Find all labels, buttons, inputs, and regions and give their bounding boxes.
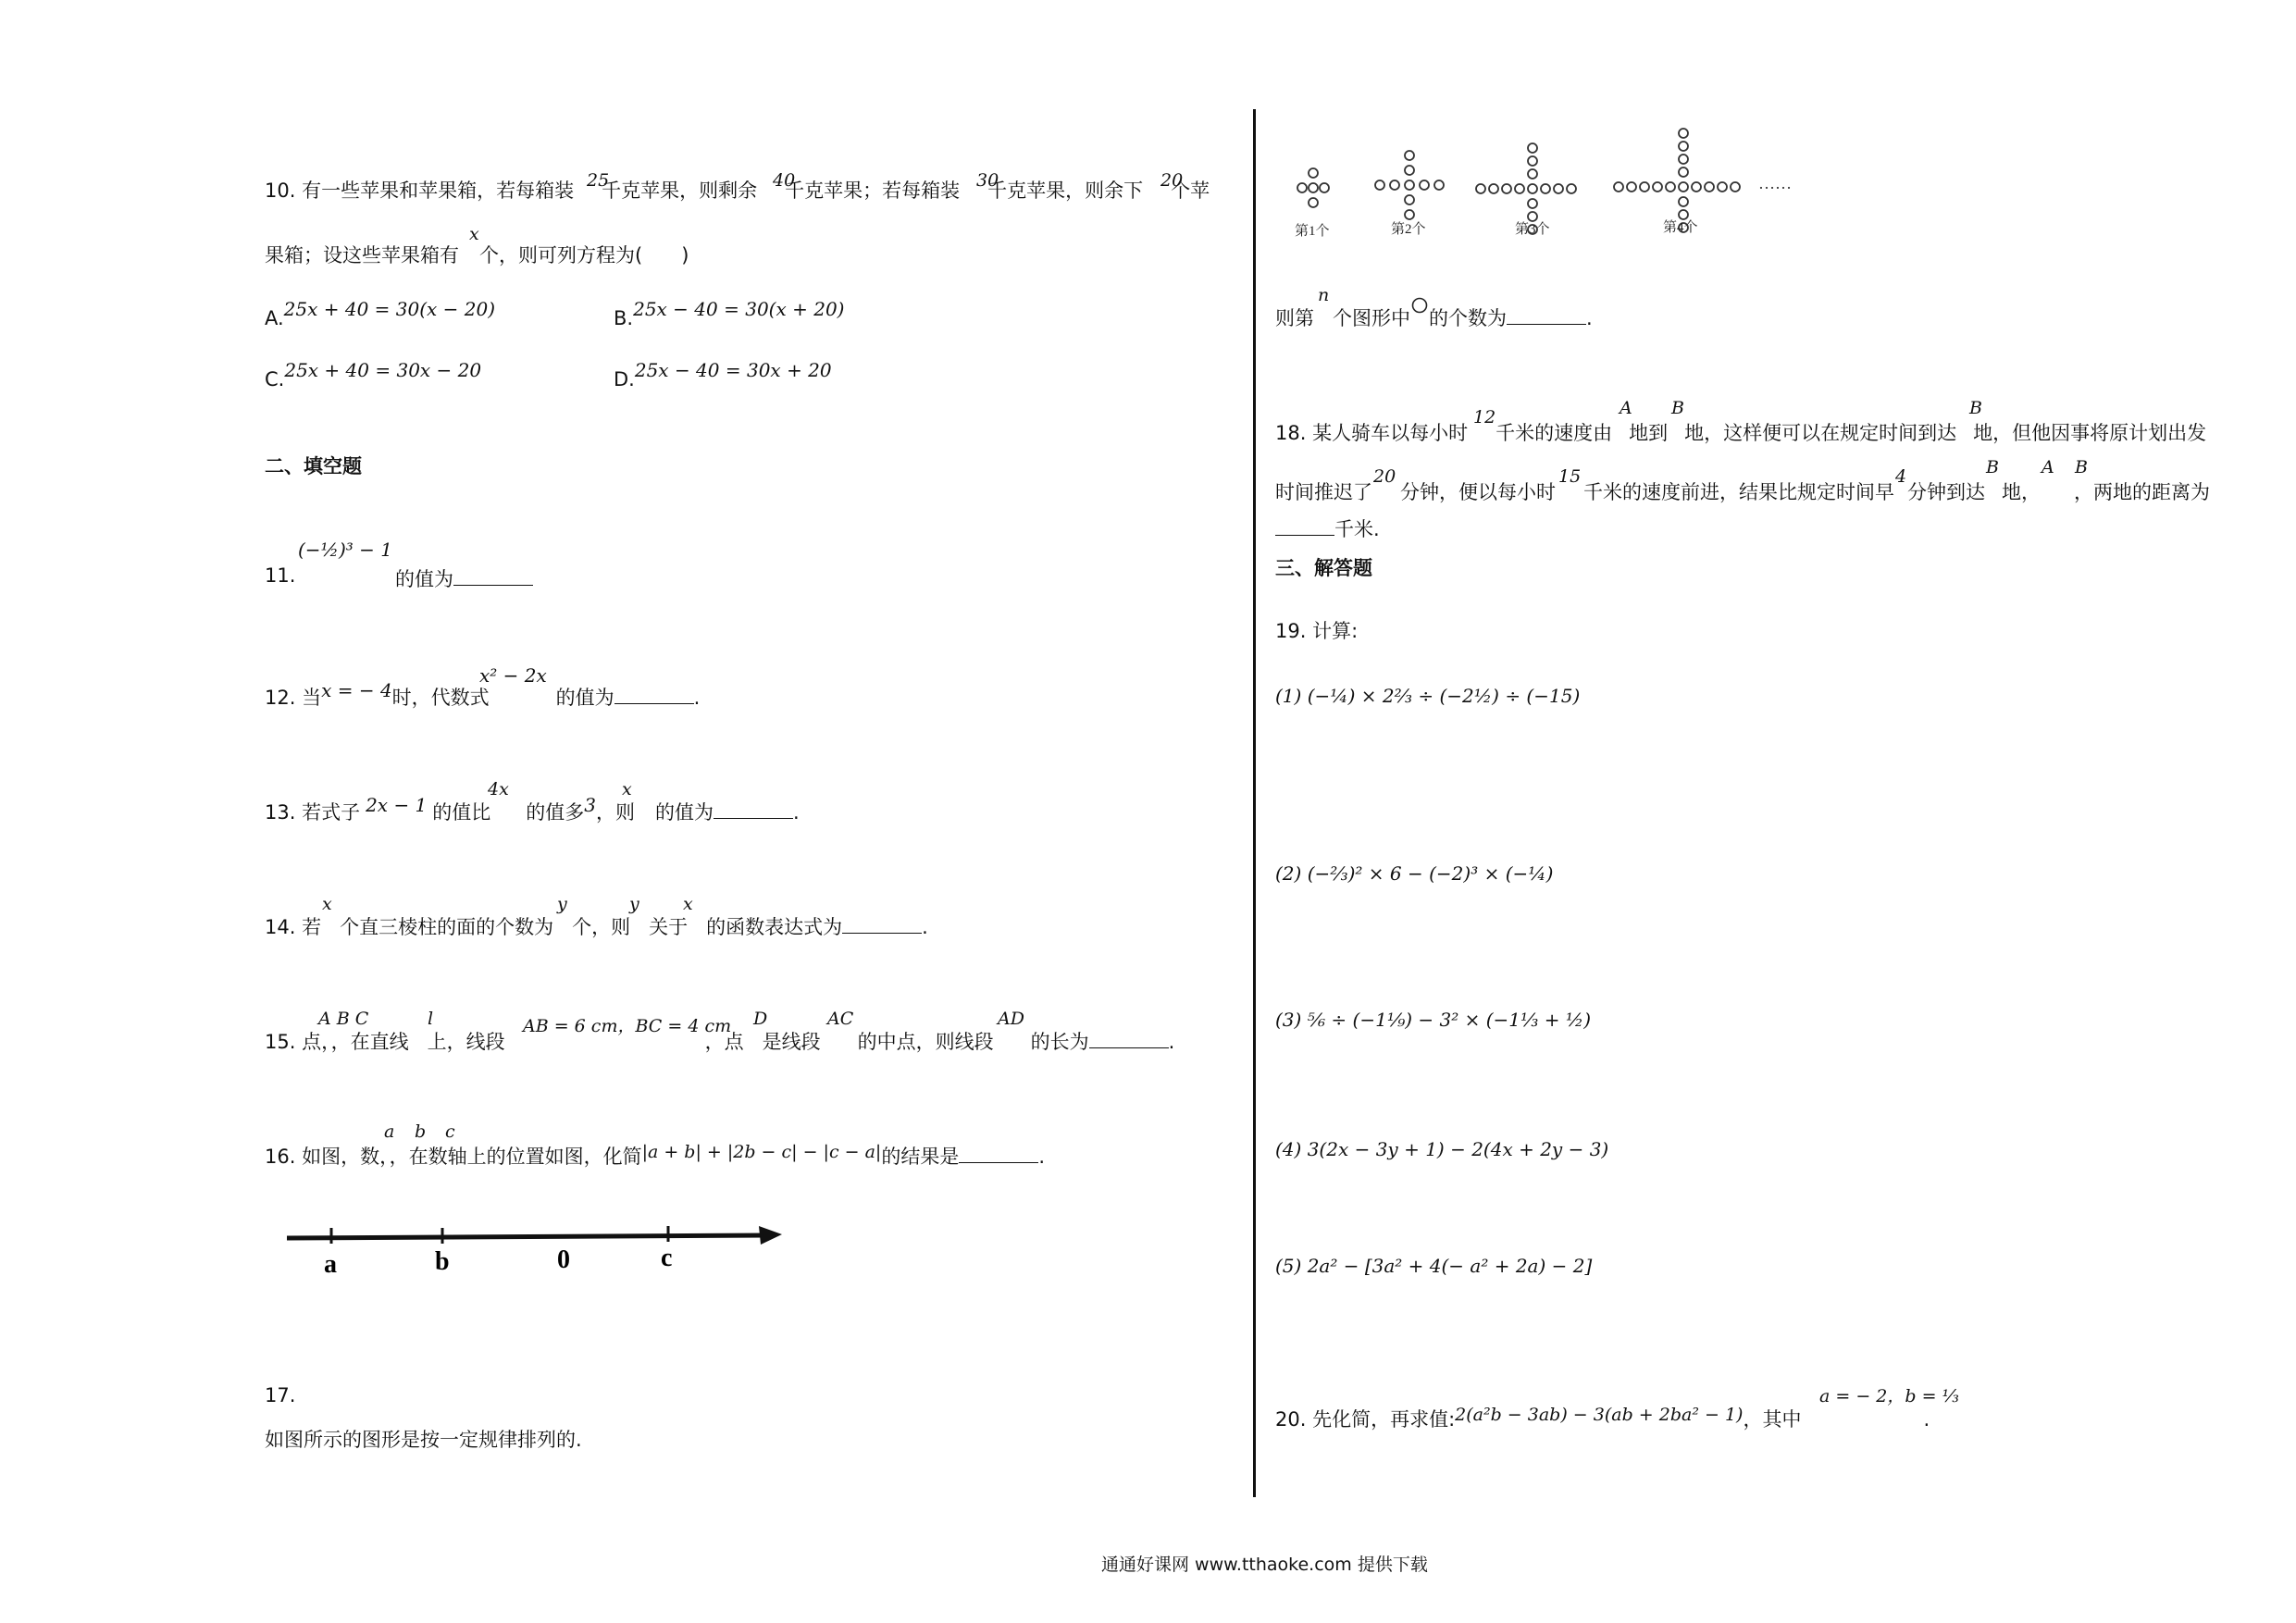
- q14-text: 关于: [649, 916, 689, 938]
- q19-part-2: (2) (−⅔)² × 6 − (−2)³ × (−¼): [1275, 862, 1554, 885]
- section-solve: 三、解答题: [1275, 557, 1372, 579]
- q16-text: ，，在数轴上的位置如图，化简: [379, 1146, 642, 1168]
- q18-text: 千米的速度前进，结果比规定时间早: [1583, 481, 1894, 503]
- q20-condition: a = − 2，b = ⅓: [1819, 1386, 1959, 1406]
- q18-text: 时间推迟了: [1275, 481, 1372, 503]
- q17-text: 的个数为: [1429, 307, 1507, 329]
- q11-tail: [395, 564, 533, 592]
- q17-text: 如图所示的图形是按一定规律排列的.: [265, 1429, 582, 1451]
- q16-expression: |a + b| + |2b − c| − |c − a|: [641, 1142, 882, 1162]
- q18-text: 千米.: [1334, 518, 1380, 540]
- q15-var-ad: AD: [998, 1009, 1024, 1029]
- number-line-arrow: [759, 1226, 782, 1245]
- q10-text: 10. 有一些苹果和苹果箱，若每箱装: [265, 180, 575, 202]
- pattern-4: [1614, 129, 1740, 232]
- q17-text: 个图形中: [1333, 307, 1410, 329]
- q19-part-5: (5) 2a² − [3a² + 4(− a² + 2a) − 2]: [1275, 1255, 1593, 1277]
- q12-text: 12. 当: [265, 687, 322, 709]
- q20-text: 20. 先化简，再求值:: [1275, 1408, 1456, 1431]
- answer-blank[interactable]: [714, 801, 793, 819]
- q19-title: 19. 计算:: [1275, 620, 1359, 642]
- option-label: C.: [265, 368, 285, 390]
- q18-num-15: 15: [1558, 466, 1582, 487]
- option-equation: 25x − 40 = 30(x + 20): [633, 298, 845, 320]
- q13-var-x: x: [622, 779, 632, 799]
- pattern-ellipsis: ……: [1758, 174, 1792, 192]
- q20-text: ，其中: [1743, 1408, 1802, 1431]
- q10-num-40: 40: [773, 170, 796, 191]
- answer-blank[interactable]: [453, 568, 533, 586]
- q19-part-1: (1) (−¼) × 2⅔ ÷ (−2½) ÷ (−15): [1275, 685, 1581, 707]
- answer-blank[interactable]: [1507, 307, 1586, 325]
- q10-text: 果箱；设这些苹果箱有: [265, 244, 459, 266]
- q18-text: 分钟到达: [1907, 481, 1985, 503]
- q18-var-b3: B: [1986, 457, 1999, 477]
- q18-var-b2: B: [1969, 398, 1982, 418]
- q15-var-l: l: [428, 1009, 434, 1029]
- q10-num-25: 25: [587, 170, 610, 191]
- answer-blank[interactable]: [1089, 1031, 1169, 1048]
- q20-text: .: [1923, 1408, 1930, 1431]
- option-label: B.: [614, 307, 634, 329]
- q13-text: 的值为: [655, 801, 714, 824]
- answer-blank[interactable]: [959, 1146, 1038, 1163]
- q10-text: 千克苹果，则剩余: [602, 180, 758, 202]
- q10-num-20: 20: [1160, 170, 1184, 191]
- q18-text: 地到: [1629, 422, 1669, 444]
- q15-text: 上，线段: [427, 1031, 505, 1053]
- q16-text: .: [1038, 1146, 1046, 1168]
- q18-text: 18. 某人骑车以每小时: [1275, 422, 1469, 444]
- q15-text: .: [1168, 1031, 1175, 1053]
- q13-number: 3: [584, 794, 597, 816]
- q15-text: 的长为: [1030, 1031, 1089, 1053]
- option-label: D.: [614, 368, 635, 390]
- q10-num-30: 30: [976, 170, 999, 191]
- answer-blank[interactable]: [614, 687, 694, 704]
- number-line-figure: [278, 1212, 796, 1305]
- q12-expression: x² − 2x: [479, 664, 547, 687]
- answer-blank[interactable]: [1275, 518, 1334, 536]
- circle-icon: [1410, 296, 1429, 315]
- q18-var-b: B: [1671, 398, 1684, 418]
- q18-num-20: 20: [1373, 466, 1396, 487]
- section-fill-in: 二、填空题: [265, 455, 362, 477]
- option-equation: 25x + 40 = 30(x − 20): [283, 298, 496, 320]
- q10-text: 个苹: [1171, 180, 1210, 202]
- q15-var-ac: AC: [827, 1009, 854, 1029]
- q13: [265, 794, 800, 825]
- q12-text: .: [693, 687, 701, 709]
- q18-var-b4: B: [2075, 457, 2088, 477]
- q18-var-a: A: [1620, 398, 1632, 418]
- q20-expression: 2(a²b − 3ab) − 3(ab + 2ba² − 1): [1455, 1405, 1744, 1425]
- q13-text: 的值比: [432, 801, 491, 824]
- option-label: A.: [265, 307, 284, 329]
- pattern-label-3: 第3个: [1515, 222, 1550, 237]
- q15-text: 的中点，则线段: [857, 1031, 994, 1053]
- pattern-label-4: 第4个: [1663, 220, 1698, 235]
- option-equation: 25x − 40 = 30x + 20: [634, 359, 832, 381]
- q16-text: 16. 如图，数: [265, 1146, 380, 1168]
- q18-text: 地，这样便可以在规定时间到达: [1684, 422, 1957, 444]
- q16: [265, 1142, 1045, 1170]
- q14-text: .: [922, 916, 928, 938]
- q14-var-x2: x: [683, 894, 693, 914]
- number-line-axis: [287, 1235, 768, 1238]
- q19-part-3: (3) ⅚ ÷ (−1⅑) − 3² × (−1⅓ + ½): [1275, 1009, 1592, 1031]
- q17-pattern-figure: [1282, 120, 1809, 245]
- q12-text: 时，代数式: [391, 687, 490, 709]
- q17-text: .: [1586, 307, 1593, 329]
- page-footer: 通通好课网 www.tthaoke.com 提供下载: [1101, 1555, 1428, 1575]
- pattern-2: [1375, 151, 1444, 219]
- q16-var-b: b: [415, 1121, 427, 1142]
- q13-text: ，则: [596, 801, 636, 824]
- q12-condition: x = − 4: [321, 679, 392, 701]
- q10-var-x: x: [469, 224, 479, 244]
- q13-text: 13. 若式子: [265, 801, 361, 824]
- q14-var-y: y: [557, 894, 567, 914]
- q18-line3: [1275, 514, 1380, 542]
- pattern-1: [1297, 168, 1329, 207]
- pattern-3: [1476, 143, 1576, 234]
- q18-num-4: 4: [1895, 466, 1907, 487]
- q18-text: 地，: [2002, 481, 2041, 503]
- q16-var-c: c: [445, 1121, 455, 1142]
- q10-line1: [265, 176, 1210, 204]
- q10-option-c[interactable]: [265, 359, 482, 390]
- q14: [265, 912, 928, 940]
- q18-line2: [1275, 477, 2210, 505]
- answer-blank[interactable]: [842, 916, 922, 934]
- q10-option-b[interactable]: [614, 298, 845, 329]
- pattern-label-1: 第1个: [1295, 224, 1330, 239]
- q14-var-x: x: [322, 894, 332, 914]
- q18-text: 地，但他因事将原计划出发: [1973, 422, 2207, 444]
- label-c: c: [661, 1244, 673, 1272]
- q14-text: 个直三棱柱的面的个数为: [340, 916, 554, 938]
- pattern-label-2: 第2个: [1391, 222, 1426, 237]
- q15-points: A B C: [318, 1009, 369, 1029]
- option-equation: 25x + 40 = 30x − 20: [284, 359, 482, 381]
- q10-line2: [265, 241, 689, 268]
- q11: [265, 564, 295, 587]
- label-zero: 0: [557, 1245, 570, 1274]
- q18-var-a4: A: [2042, 457, 2054, 477]
- q11-expression: (−½)³ − 1: [298, 539, 392, 561]
- q15-text: 是线段: [762, 1031, 821, 1053]
- q12: [265, 679, 701, 711]
- q10-option-d[interactable]: [614, 359, 832, 390]
- q11-text: 的值为: [395, 568, 453, 590]
- column-divider: [1253, 109, 1256, 1497]
- q17-text: 则第: [1275, 307, 1314, 329]
- q18-text: 千米的速度由: [1496, 422, 1613, 444]
- question-number: 11.: [265, 564, 296, 587]
- q15-var-d: D: [753, 1009, 768, 1029]
- q17-number: 17.: [265, 1384, 296, 1406]
- q15-text: ，点: [704, 1031, 744, 1053]
- q18-num-12: 12: [1473, 407, 1496, 427]
- q13-expression: 2x − 1: [366, 794, 428, 816]
- q10-text: 千克苹果；若每箱装: [785, 180, 961, 202]
- q13-text: .: [793, 801, 800, 824]
- label-b: b: [435, 1247, 450, 1276]
- q18-text: 分钟，便以每小时: [1400, 481, 1556, 503]
- q15-text: ，，在直线: [321, 1031, 409, 1053]
- q16-var-a: a: [384, 1121, 395, 1142]
- q18-line1: [1275, 418, 2206, 446]
- label-a: a: [324, 1250, 337, 1279]
- q17-var-n: n: [1318, 285, 1330, 305]
- q17-question: [1275, 304, 1593, 331]
- q10-text: 个，则可列方程为( ): [479, 244, 689, 266]
- q10-option-a[interactable]: [265, 298, 496, 329]
- q13-text: 的值多: [526, 801, 585, 824]
- q10-text: 千克苹果，则余下: [987, 180, 1144, 202]
- q14-text: 个，则: [572, 916, 631, 938]
- q13-var-4x: 4x: [488, 779, 509, 799]
- q19-part-4: (4) 3(2x − 3y + 1) − 2(4x + 2y − 3): [1275, 1138, 1609, 1160]
- q18-text: ，两地的距离为: [2074, 481, 2210, 503]
- q16-text: 的结果是: [881, 1146, 960, 1168]
- q20: [1275, 1405, 1930, 1432]
- q15-text: 15. 点: [265, 1031, 322, 1053]
- q12-text: 的值为: [555, 687, 614, 709]
- q15-segments: AB = 6 cm，BC = 4 cm: [523, 1016, 732, 1036]
- q14-text: 14. 若: [265, 916, 322, 938]
- q14-var-y2: y: [629, 894, 639, 914]
- q14-text: 的函数表达式为: [706, 916, 843, 938]
